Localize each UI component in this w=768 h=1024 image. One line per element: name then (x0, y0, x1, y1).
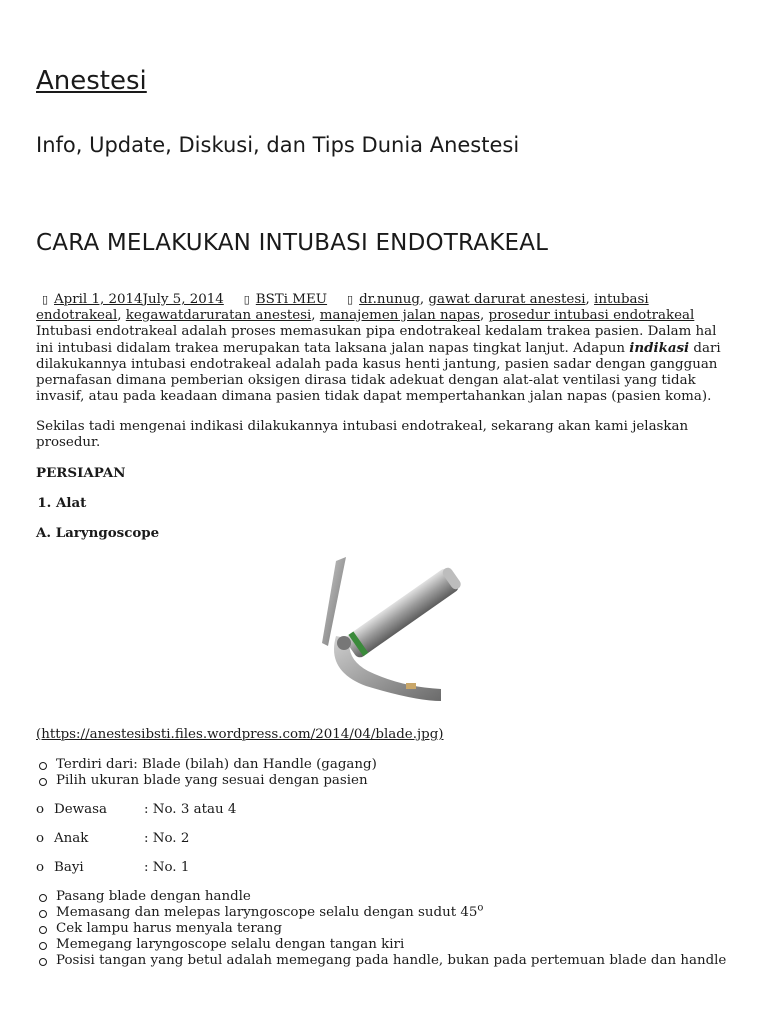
post-title: CARA MELAKUKAN INTUBASI ENDOTRAKEAL (36, 230, 549, 256)
post-date-link[interactable] (54, 292, 224, 307)
tag-link[interactable]: dr.nunug (359, 292, 420, 307)
tag-link[interactable]: prosedur intubasi endotrakeal (488, 308, 695, 323)
tag-link[interactable]: manajemen jalan napas (319, 308, 480, 323)
date-updated: July 5, 2014 (142, 292, 224, 307)
image-source-link[interactable]: (https://anestesibsti.files.wordpress.com/2014/04/blade.jpg) (36, 727, 444, 742)
list-item-alat: 1. Alat (56, 495, 736, 511)
size-row-bayi: o Bayi : No. 1 (36, 860, 190, 875)
size-row-dewasa: o Dewasa : No. 3 atau 4 (36, 802, 237, 817)
heading-persiapan: PERSIAPAN (36, 465, 126, 481)
list-item: Memegang laryngoscope selalu dengan tangan kiri (36, 937, 736, 953)
post-content (36, 292, 736, 969)
paragraph-2: Sekilas tadi mengenai indikasi dilakukannya intubasi endotrakeal, sekarang akan kami jelaskan prosedur. (36, 419, 689, 450)
sub-heading-laryngoscope: A. Laryngoscope (36, 525, 160, 541)
list-item: Memasang dan melepas laryngoscope selalu dengan sudut 45$^o$ (36, 905, 736, 921)
list-item: Cek lampu harus menyala terang (36, 921, 736, 937)
list-item: Terdiri dari: Blade (bilah) dan Handle (gagang) (36, 757, 736, 773)
degree-superscript: o (477, 902, 484, 914)
site-title[interactable]: Anestesi (36, 66, 147, 96)
bullet-list-1 (36, 757, 736, 789)
author-link[interactable]: BSTi MEU (255, 292, 328, 307)
site-description: Info, Update, Diskusi, dan Tips Dunia Anestesi (36, 133, 520, 157)
laryngoscope-figure (36, 551, 736, 721)
size-row-anak: o Anak : No. 2 (36, 831, 190, 846)
list-item: Pasang blade dengan handle (36, 889, 736, 905)
tag-link[interactable]: gawat darurat anestesi (428, 292, 586, 307)
date-published: April 1, 2014 (54, 292, 143, 307)
post-meta: ▯ April 1, 2014July 5, 2014 ▯ BSTi MEU ▯ dr.nunug, gawat darurat anestesi, intubasi endotrakeal, kegawatdaruratan anestesi, manajemen jalan napas, prosedur intubasi endotrakeal (36, 292, 695, 323)
tag-link[interactable]: kegawatdaruratan anestesi (125, 308, 312, 323)
intro-paragraph: Intubasi endotrakeal adalah proses memasukan pipa endotrakeal kedalam trakea pasien. Dalam hal ini intubasi didalam trakea merupakan tata laksana jalan napas tingkat lanjut. Adapun indikasi dari dilakukannya intubasi endotrakeal adalah pada kasus henti jantung, pasien sadar dengan gangguan pernafasan dimana pemberian oksigen dirasa tidak adekuat dengan alat-alat ventilasi yang tidak invasif, atau pada keadaan dimana pasien tidak dapat mempertahankan jalan napas (pasien koma). (36, 324, 721, 404)
emphasis-indikasi: indikasi (629, 340, 690, 356)
tag-icon: ▯ (347, 293, 354, 306)
list-item: Posisi tangan yang betul adalah memegang pada handle, bukan pada pertemuan blade dan handle (36, 953, 736, 969)
laryngoscope-blade-image[interactable] (306, 551, 496, 721)
calendar-icon: ▯ (41, 293, 49, 306)
author-icon: ▯ (243, 293, 250, 306)
tag-link[interactable]: intubasi endotrakeal (36, 292, 649, 323)
bullet-list-2 (36, 889, 736, 969)
list-item: Pilih ukuran blade yang sesuai dengan pasien (36, 773, 736, 789)
ordered-list (36, 495, 736, 511)
